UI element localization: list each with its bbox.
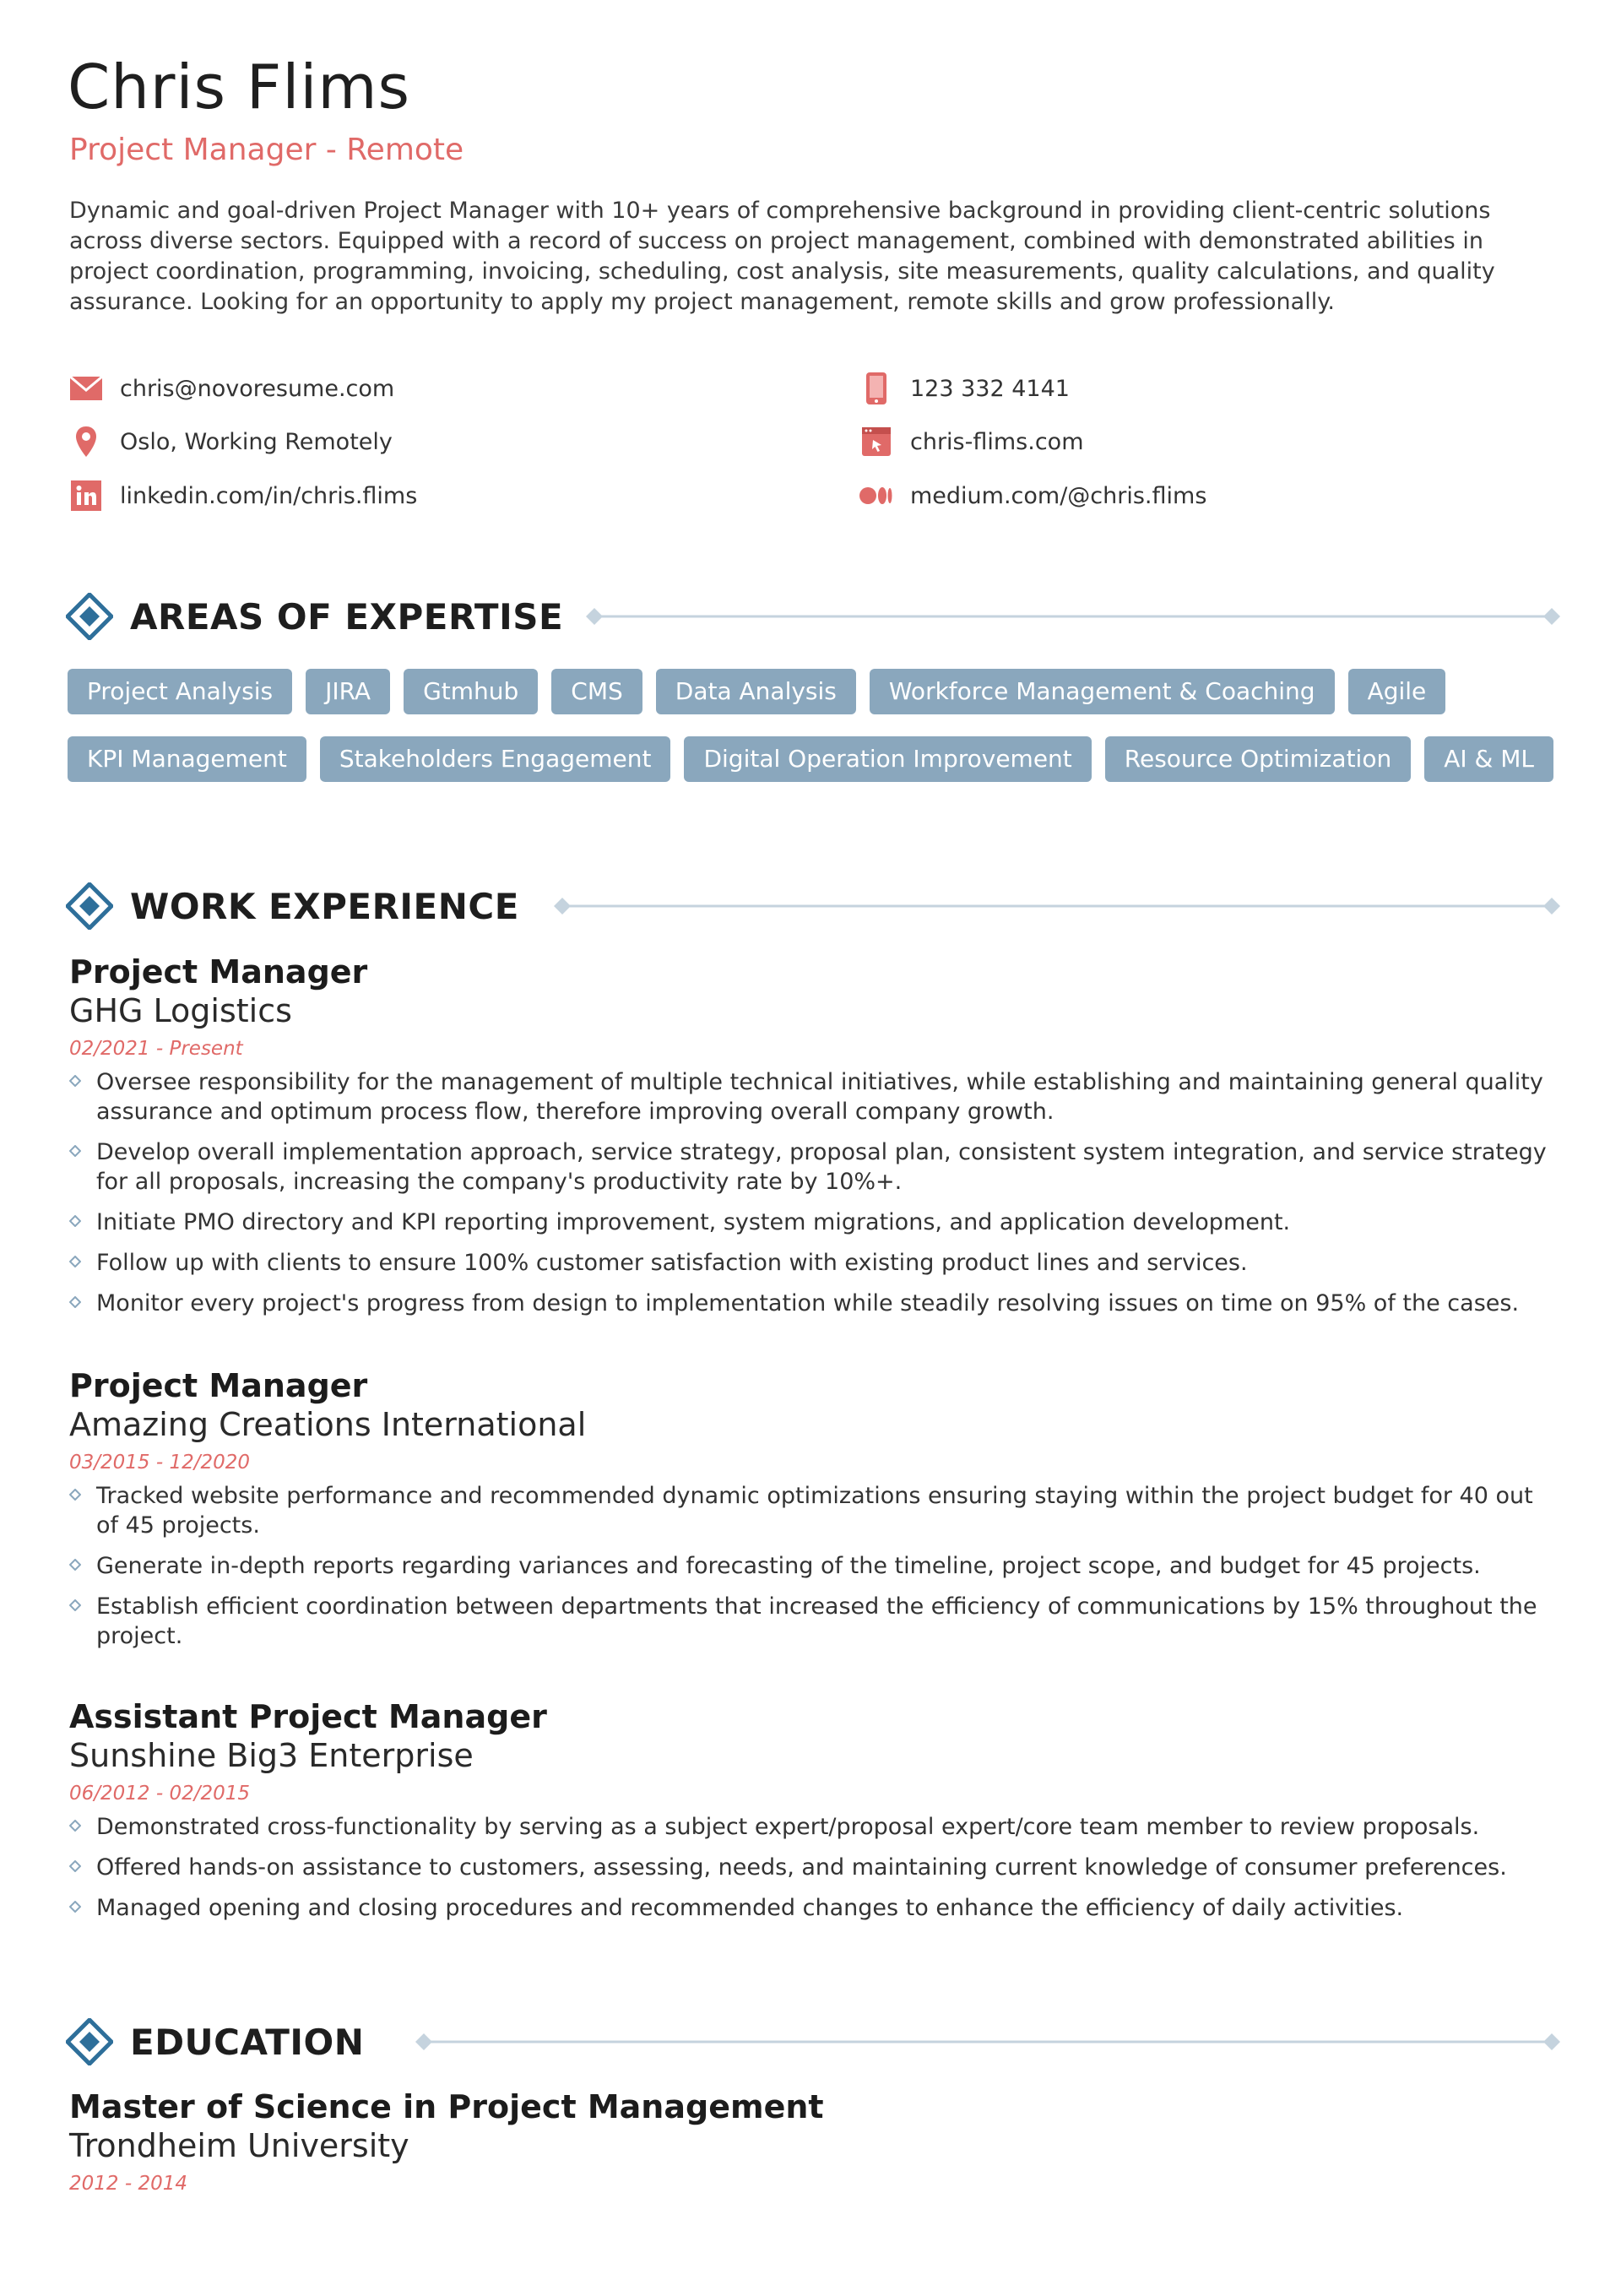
job-entry [69,1366,1555,1662]
job-company: Amazing Creations International [69,1406,587,1443]
list-item [69,1551,1555,1581]
job-company: GHG Logistics [69,992,292,1029]
list-item [69,1248,1555,1278]
diamond-bullet-icon [69,1145,81,1157]
list-item [69,1853,1555,1882]
job-bullets [69,1067,1555,1318]
list-item [69,1289,1555,1318]
contact-medium[interactable] [859,479,1206,513]
skills-tags [68,669,1570,804]
job-bullets [69,1481,1555,1651]
contact-email[interactable] [69,372,394,405]
list-item [69,1592,1555,1651]
browser-icon [859,425,893,459]
section-experience-header [66,881,519,931]
diamond-bullet-icon [69,1296,81,1308]
skill-tag: KPI Management [68,736,306,782]
education-entry [69,2087,1555,2199]
contact-phone-text: 123 332 4141 [910,375,1070,402]
education-dates: 2012 - 2014 [69,2173,187,2195]
skill-tag: AI & ML [1424,736,1553,782]
job-dates: 06/2012 - 02/2015 [69,1783,251,1805]
bullet-text: Establish efficient coordination between departments that increased the efficiency of communications by 15% throughout the project. [96,1593,1537,1649]
bullet-text: Develop overall implementation approach, service strategy, proposal plan, consistent system integration, and service strategy for all proposals, increasing the company's productivity rate by 10%+. [96,1139,1547,1195]
bullet-text: Demonstrated cross-functionality by serving as a subject expert/proposal expert/core team member to review proposals. [96,1814,1480,1840]
diamond-icon [66,593,113,640]
section-education-header [66,2016,364,2067]
summary-text: Dynamic and goal-driven Project Manager with 10+ years of comprehensive background in providing client-centric solutions across diverse sectors. Equipped with a record of success on project management, combined with demonstrated abilities in project coordination, programming, invoicing, scheduling, cost analysis, site measurements, quality calculations, and quality assurance. Looking for an opportunity to apply my project management, remote skills and grow professionally. [69,198,1495,315]
contact-email-text: chris@novoresume.com [120,375,395,402]
diamond-bullet-icon [69,1901,81,1913]
education-degree: Master of Science in Project Management [69,2088,824,2125]
skill-tag: JIRA [306,669,390,714]
bullet-text: Tracked website performance and recommended dynamic optimizations ensuring staying within the project budget for 40 out of 45 projects. [96,1483,1533,1539]
skill-tag: Data Analysis [656,669,856,714]
medium-icon [859,479,893,513]
bullet-text: Generate in-depth reports regarding variances and forecasting of the timeline, project scope, and budget for 45 projects. [96,1553,1481,1579]
contact-website[interactable] [859,425,1084,459]
diamond-bullet-icon [69,1599,81,1611]
section-education-title: EDUCATION [130,2021,365,2063]
job-title: Project Manager [69,1367,368,1404]
education-school: Trondheim University [69,2127,409,2164]
phone-icon [859,372,893,405]
contact-linkedin[interactable] [69,479,417,513]
skill-tag: Project Analysis [68,669,292,714]
skill-tag: CMS [551,669,642,714]
job-dates: 02/2021 - Present [69,1038,243,1060]
job-entry [69,953,1555,1329]
contact-website-text: chris-flims.com [910,428,1084,455]
contact-phone[interactable] [859,372,1070,405]
bullet-text: Managed opening and closing procedures and recommended changes to enhance the efficiency of daily activities. [96,1895,1404,1921]
bullet-text: Monitor every project's progress from design to implementation while steadily resolving issues on time on 95% of the cases. [96,1290,1520,1316]
section-divider [552,896,1562,916]
skills-row [68,669,1570,714]
map-pin-icon [69,425,103,459]
bullet-text: Oversee responsibility for the management of multiple technical initiatives, while establishing and maintaining general quality assurance and optimum process flow, therefore improving overall company growth. [96,1069,1543,1125]
list-item [69,1812,1555,1842]
list-item [69,1893,1555,1923]
diamond-icon [66,882,113,930]
skill-tag: Workforce Management & Coaching [870,669,1335,714]
bullet-text: Initiate PMO directory and KPI reporting improvement, system migrations, and application development. [96,1209,1291,1235]
list-item [69,1208,1555,1237]
list-item [69,1137,1555,1197]
skill-tag: Resource Optimization [1105,736,1411,782]
section-divider [414,2032,1562,2052]
contact-location-text: Oslo, Working Remotely [120,428,393,455]
contact-location [69,425,393,459]
diamond-bullet-icon [69,1215,81,1227]
job-dates: 03/2015 - 12/2020 [69,1452,251,1474]
candidate-role: Project Manager - Remote [69,133,464,167]
section-expertise-header [66,591,563,642]
section-divider [584,606,1562,627]
bullet-text: Follow up with clients to ensure 100% customer satisfaction with existing product lines and services. [96,1250,1248,1276]
list-item [69,1481,1555,1540]
contact-linkedin-text: linkedin.com/in/chris.flims [120,482,418,509]
envelope-icon [69,372,103,405]
diamond-bullet-icon [69,1489,81,1501]
diamond-icon [66,2018,113,2065]
bullet-text: Offered hands-on assistance to customers, assessing, needs, and maintaining current knowledge of consumer preferences. [96,1854,1507,1881]
section-expertise-title: AREAS OF EXPERTISE [130,595,564,638]
skill-tag: Stakeholders Engagement [320,736,671,782]
list-item [69,1067,1555,1126]
diamond-bullet-icon [69,1820,81,1832]
job-company: Sunshine Big3 Enterprise [69,1737,474,1774]
diamond-bullet-icon [69,1860,81,1872]
candidate-name: Chris Flims [68,52,410,122]
diamond-bullet-icon [69,1559,81,1571]
skill-tag: Agile [1348,669,1446,714]
job-entry [69,1697,1555,1934]
skills-row [68,736,1570,782]
contact-medium-text: medium.com/@chris.flims [910,482,1207,509]
job-bullets [69,1812,1555,1923]
job-title: Project Manager [69,953,368,991]
linkedin-icon [69,479,103,513]
skill-tag: Digital Operation Improvement [684,736,1091,782]
section-experience-title: WORK EXPERIENCE [130,885,519,927]
diamond-bullet-icon [69,1075,81,1087]
diamond-bullet-icon [69,1256,81,1267]
skill-tag: Gtmhub [404,669,538,714]
job-title: Assistant Project Manager [69,1698,547,1735]
